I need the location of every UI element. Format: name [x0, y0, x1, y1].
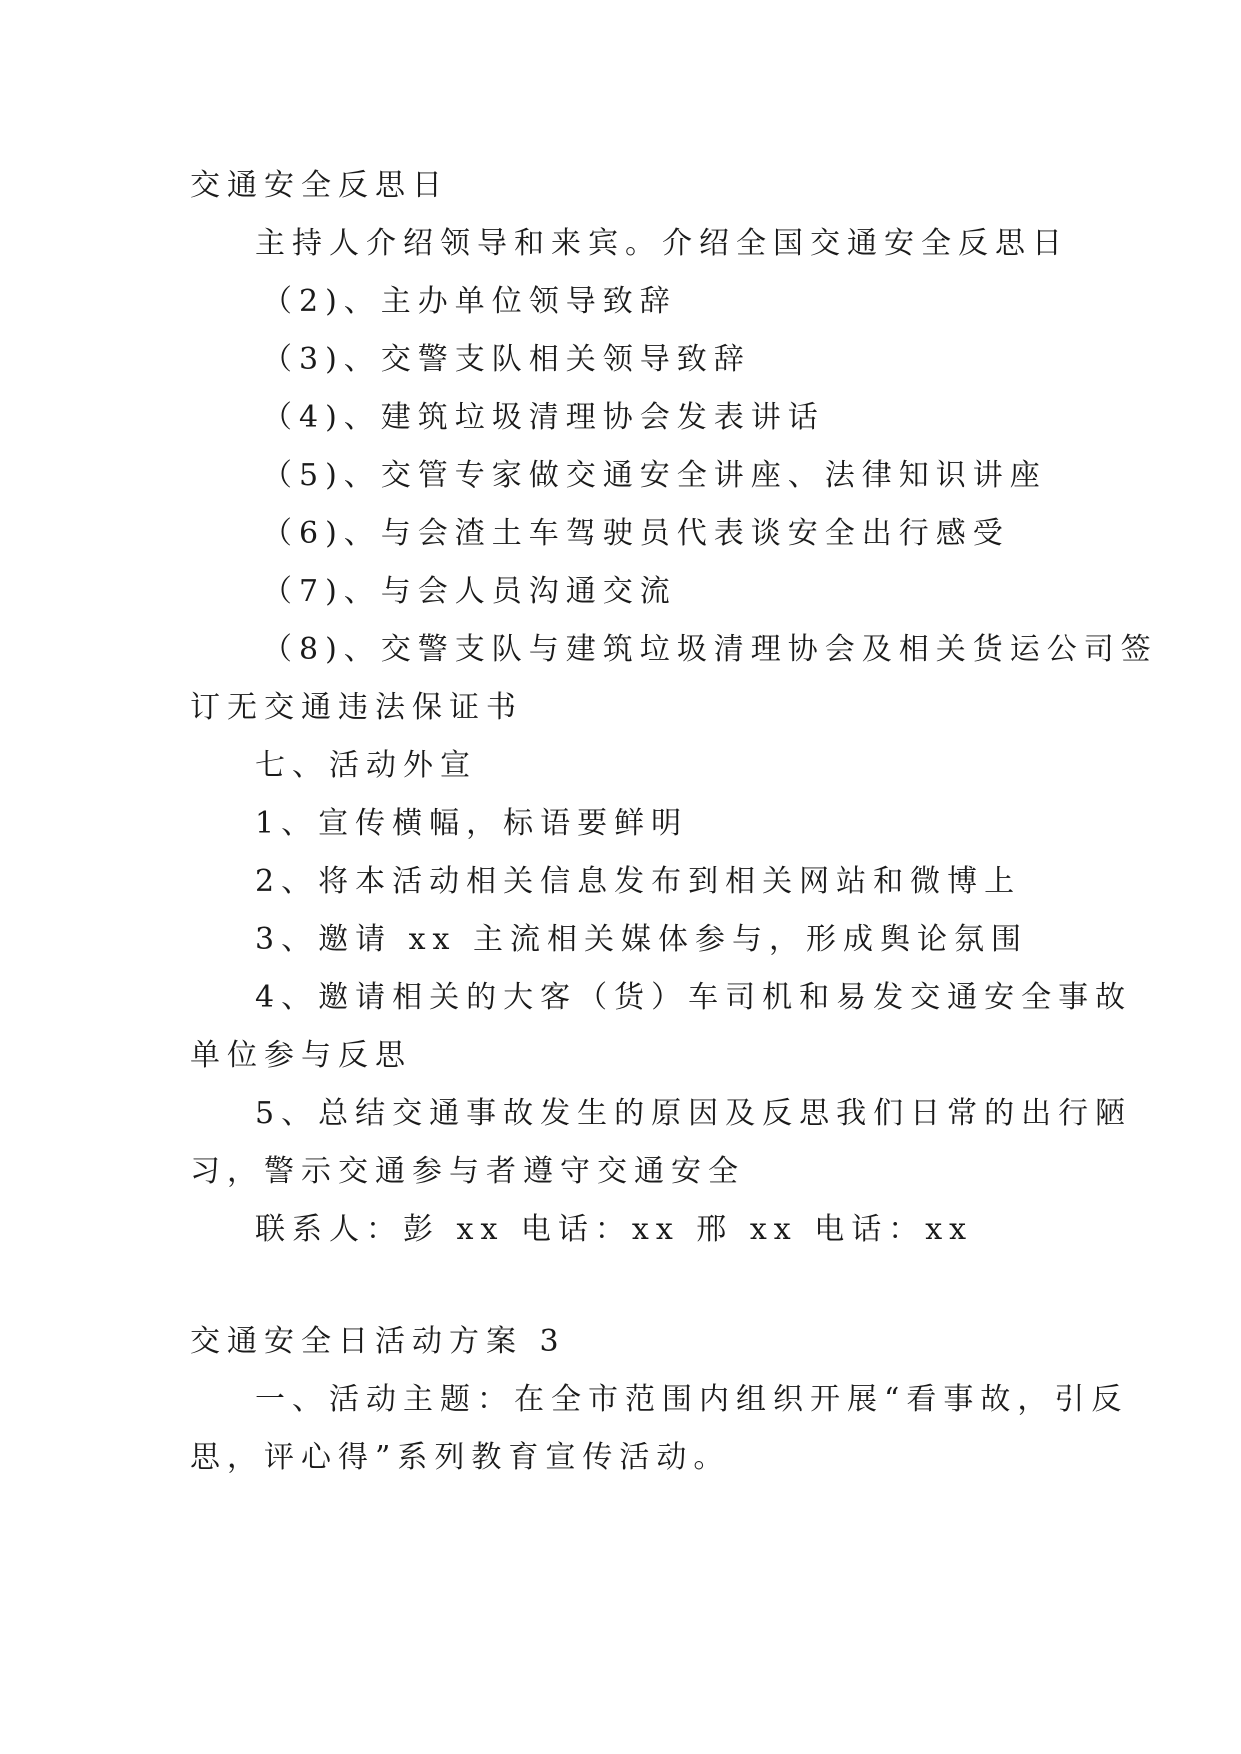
list-item: 1、宣传横幅，标语要鲜明	[255, 806, 689, 841]
list-item: 2、将本活动相关信息发布到相关网站和微博上	[255, 864, 1022, 899]
list-item: （3)、交警支队相关领导致辞	[262, 342, 751, 377]
list-item: 5、总结交通事故发生的原因及反思我们日常的出行陋	[255, 1096, 1133, 1131]
paragraph: 一、活动主题：在全市范围内组织开展“看事故，引反	[255, 1382, 1129, 1417]
list-item: （6)、与会渣土车驾驶员代表谈安全出行感受	[262, 516, 1010, 551]
list-item: （2)、主办单位领导致辞	[262, 284, 677, 319]
list-item-continuation: 习，警示交通参与者遵守交通安全	[190, 1154, 745, 1189]
list-item: （8)、交警支队与建筑垃圾清理协会及相关货运公司签	[262, 632, 1158, 667]
paragraph: 主持人介绍领导和来宾。介绍全国交通安全反思日	[255, 226, 1069, 261]
list-item-continuation: 单位参与反思	[190, 1038, 412, 1073]
section-title: 交通安全日活动方案 3	[190, 1324, 566, 1359]
list-item: 4、邀请相关的大客（货）车司机和易发交通安全事故	[255, 980, 1133, 1015]
contact-line: 联系人：彭 xx 电话：xx 邢 xx 电话：xx	[255, 1212, 974, 1247]
section-heading: 七、活动外宣	[255, 748, 477, 783]
list-item: （5)、交管专家做交通安全讲座、法律知识讲座	[262, 458, 1047, 493]
paragraph-continuation: 思，评心得”系列教育宣传活动。	[190, 1440, 731, 1475]
list-item: （4)、建筑垃圾清理协会发表讲话	[262, 400, 825, 435]
section-heading: 交通安全反思日	[190, 168, 449, 203]
list-item: 3、邀请 xx 主流相关媒体参与，形成舆论氛围	[255, 922, 1028, 957]
list-item: （7)、与会人员沟通交流	[262, 574, 677, 609]
list-item-continuation: 订无交通违法保证书	[190, 690, 523, 725]
